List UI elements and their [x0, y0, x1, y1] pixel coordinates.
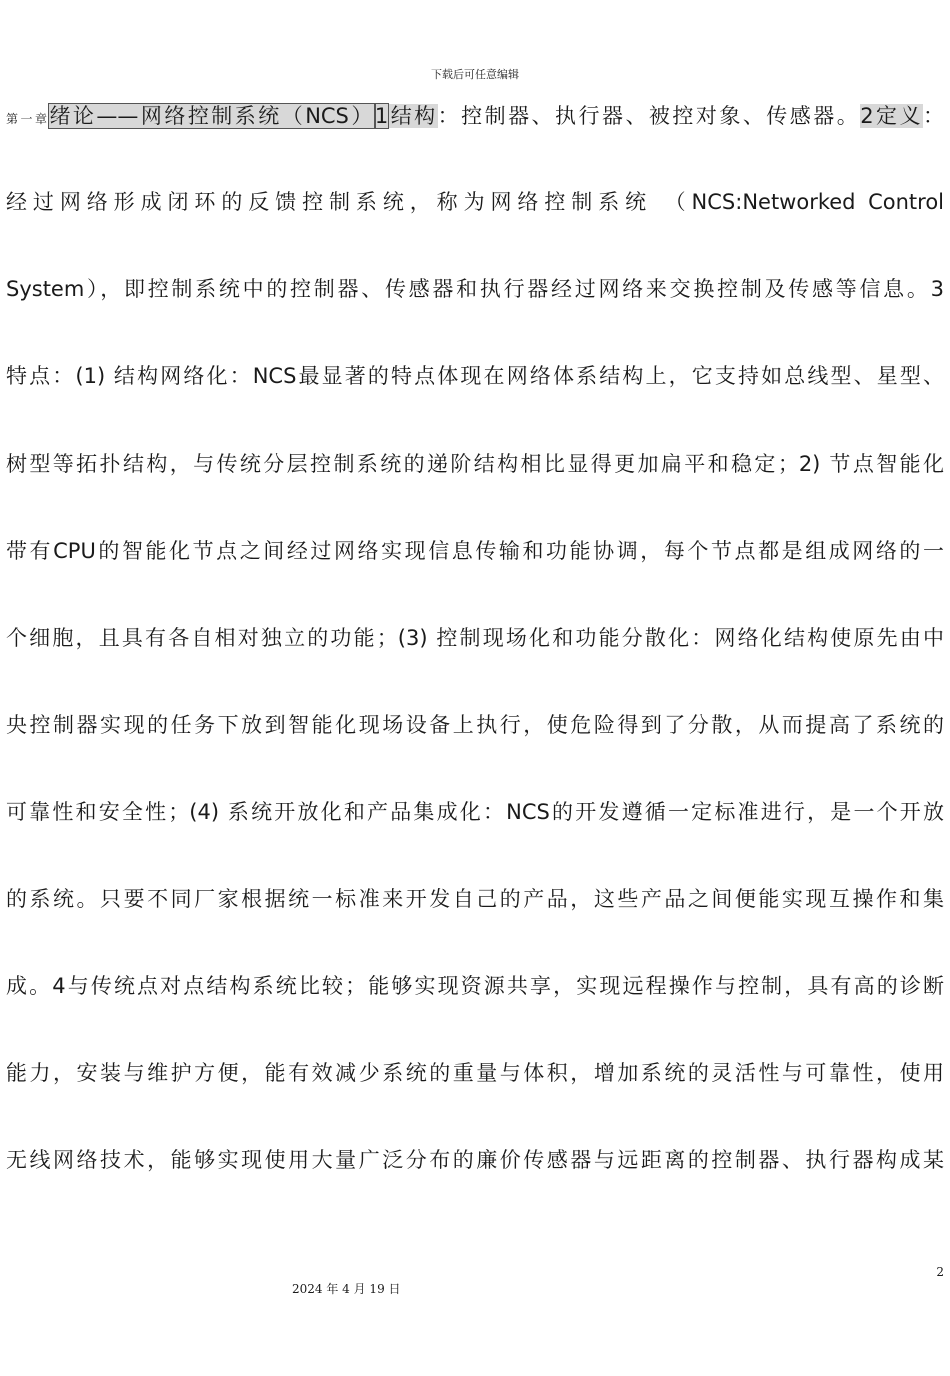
body-line: 个细胞，且具有各自相对独立的功能；(3) 控制现场化和功能分散化：网络化结构使原先由中 — [6, 626, 944, 650]
page-number: 2 — [936, 1265, 944, 1279]
body-line: 特点：(1) 结构网络化：NCS最显著的特点体现在网络体系结构上，它支持如总线型、星型、 — [6, 364, 944, 388]
body-line: 无线网络技术，能够实现使用大量广泛分布的廉价传感器与远距离的控制器、执行器构成某 — [6, 1148, 944, 1172]
item2-colon: ： — [923, 104, 944, 128]
item1-text: ：控制器、执行器、被控对象、传感器。 — [437, 104, 861, 128]
body-line: 央控制器实现的任务下放到智能化现场设备上执行，使危险得到了分散，从而提高了系统的 — [6, 713, 944, 737]
body-line: 可靠性和安全性；(4) 系统开放化和产品集成化：NCS的开发遵循一定标准进行，是一个开放 — [6, 800, 944, 824]
body-line: 成。4与传统点对点结构系统比较；能够实现资源共享，实现远程操作与控制，具有高的诊断 — [6, 974, 944, 998]
body-line: 的系统。只要不同厂家根据统一标准来开发自己的产品，这些产品之间便能实现互操作和集 — [6, 887, 944, 911]
body-line: 树型等拓扑结构，与传统分层控制系统的递阶结构相比显得更加扁平和稳定；2) 节点智能化 — [6, 452, 944, 476]
item1-label: 结构 — [388, 104, 438, 128]
chapter-title: 绪论——网络控制系统（NCS） — [49, 104, 375, 128]
body-line: System），即控制系统中的控制器、传感器和执行器经过网络来交换控制及传感等信息。3 — [6, 277, 944, 301]
item2-label: 2定义 — [860, 104, 924, 128]
first-line — [6, 101, 944, 134]
chapter-label: 第一章 — [6, 112, 50, 126]
body-line: 带有CPU的智能化节点之间经过网络实现信息传输和功能协调，每个节点都是组成网络的一 — [6, 539, 944, 563]
body-line: 经过网络形成闭环的反馈控制系统，称为网络控制系统 （NCS:Networked Control — [6, 190, 944, 214]
body-line: 能力，安装与维护方便，能有效减少系统的重量与体积，增加系统的灵活性与可靠性，使用 — [6, 1061, 944, 1085]
page-header: 下载后可任意编辑 — [431, 68, 519, 81]
item1-marker: 1 — [374, 104, 389, 128]
footer-date: 2024 年 4 月 19 日 — [292, 1282, 401, 1296]
